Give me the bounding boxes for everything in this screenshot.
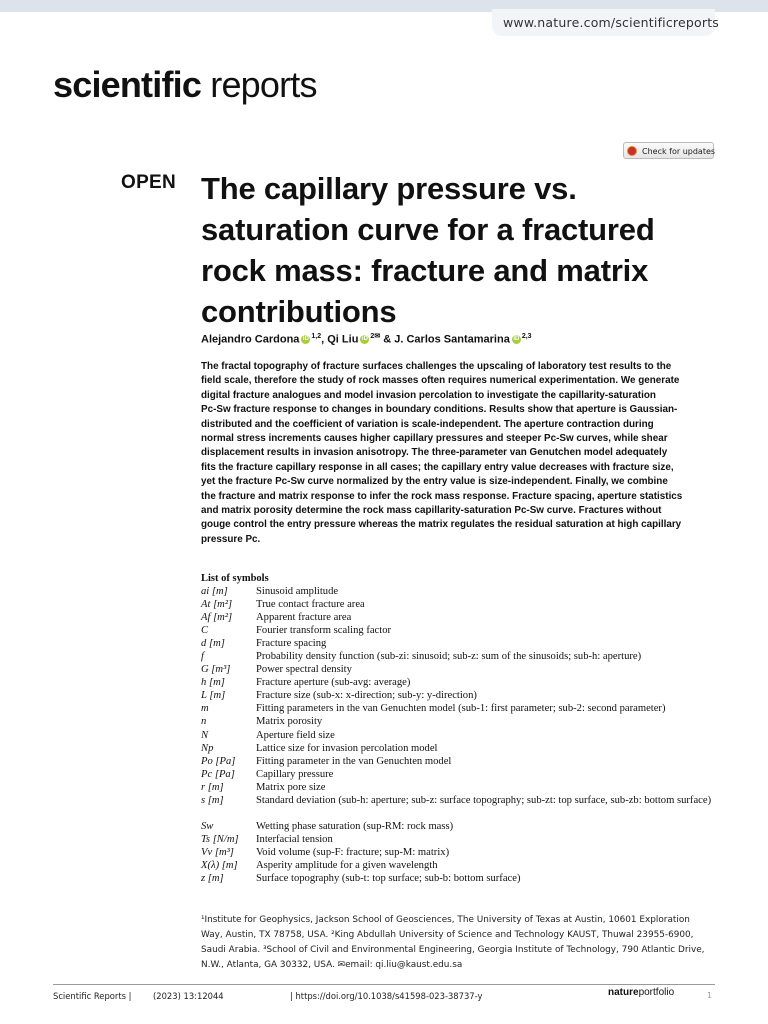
email-icon[interactable]: ✉ [374,333,381,340]
symbol-description: Matrix pore size [256,781,326,793]
symbol-description: Capillary pressure [256,768,334,780]
symbol-description: Fourier transform scaling factor [256,625,392,637]
nature-portfolio-logo [608,987,674,998]
author-affil-sup: 1,2 [311,333,322,340]
symbol: d [m] [201,638,225,650]
page-number: 1 [707,991,713,1000]
symbol-description: True contact fracture area [256,599,365,611]
symbol-description: Fitting parameter in the van Genuchten model [256,755,452,767]
symbols-list [201,585,721,885]
symbol: n [201,716,207,728]
symbol-description: Void volume (sup-F: fracture; sup-M: matrix) [256,846,450,858]
symbol-row [201,781,721,794]
author-name[interactable]: Alejandro Cardona [201,333,300,346]
symbol-description: Interfacial tension [256,833,333,845]
affiliation-line: ¹Institute for Geophysics, Jackson School of Geosciences, The University of Texas at Austin, 10601 Exploration [201,915,690,925]
symbol: r [m] [201,781,224,793]
symbol: z [m] [201,873,224,885]
affiliation-line: Saudi Arabia. ³School of Civil and Environmental Engineering, Georgia Institute of Technology, 790 Atlantic Drive, [201,945,705,955]
symbol: Vv [m³] [201,846,234,858]
abstract-line: gouge control the entry pressure whereas the matrix regulates the residual saturation at high capillary [201,519,682,531]
abstract-line: fits the fracture capillary response in all cases; the capillary entry value decreases with fracture size, [201,461,674,473]
abstract-line: The fractal topography of fracture surfaces challenges the upscaling of laboratory test results to the [201,361,672,372]
symbol: Po [Pa] [201,755,236,767]
symbol-description: Matrix porosity [256,716,323,728]
symbol-description: Wetting phase saturation (sup-RM: rock mass) [256,820,454,832]
orcid-icon[interactable]: iD [513,336,520,343]
symbol: G [m³] [201,664,231,676]
footer-doi[interactable]: | https://doi.org/10.1038/s41598-023-38737-y [290,991,483,1001]
publisher-light: portfolio [638,987,675,998]
symbol-description: Aperture field size [256,729,335,741]
symbol-description: Apparent fracture area [256,612,352,624]
symbol-row [201,820,721,833]
symbol-row [201,650,721,663]
symbol: Sw [201,820,214,832]
check-updates-label: Check for updates [642,147,716,156]
crossmark-icon [627,146,637,156]
symbol-row [201,794,721,820]
symbol-description: Sinusoid amplitude [256,586,339,597]
symbol-row [201,663,721,676]
abstract-line: distributed and the coefficient of variation is scale-independent. The aperture contraction during [201,418,654,430]
symbol-description: Fracture spacing [256,638,327,650]
title-line: contributions [201,294,397,329]
symbol: h [m] [201,677,225,689]
logo-light: reports [210,64,317,105]
logo-bold: scientific [53,64,202,105]
symbol-description: Fracture aperture (sub-avg: average) [256,677,411,689]
abstract-line: yet the fracture Pc-Sw curve normalized by the entry value is size-independent. Finally, we combine [201,476,668,488]
symbol-row [201,624,721,637]
symbol-row [201,598,721,611]
abstract-line: the fracture and matrix response to infer the rock mass response. Fracture spacing, aperture statistics [201,490,683,502]
symbol-row [201,729,721,742]
symbol-description: Surface topography (sub-t: top surface; sub-b: bottom surface) [256,873,521,885]
journal-logo [53,64,317,106]
symbol-description: Lattice size for invasion percolation model [256,742,438,754]
symbol-description: Fitting parameters in the van Genuchten model (sub-1: first parameter; sub-2: second parameter) [256,703,666,715]
symbol-description: Probability density function (sub-zi: sinusoid; sub-z: sum of the sinusoids; sub-h: aperture) [256,651,642,663]
symbol: C [201,625,209,637]
title-line: saturation curve for a fractured [201,212,655,247]
abstract-line: field scale, therefore the study of rock masses often requires numerical experimentation. We generate [201,375,680,387]
open-access-label: OPEN [121,172,177,193]
article-title [201,168,721,332]
symbol: Af [m²] [201,612,233,624]
author-list [201,332,532,346]
symbol: X(λ) [m] [201,859,238,871]
title-line: rock mass: fracture and matrix [201,253,649,288]
symbol: f [201,651,204,663]
title-line: The capillary pressure vs. [201,171,577,206]
abstract-line: digital fracture analogues and model invasion percolation to investigate the capillarity-saturation [201,389,656,401]
symbol-row [201,715,721,728]
journal-url[interactable]: www.nature.com/scientificreports [503,15,720,30]
check-for-updates-button[interactable] [623,142,714,159]
abstract [201,360,716,547]
abstract-line: pressure Pc. [201,533,261,545]
footer-citation: (2023) 13:12044 [153,991,224,1001]
symbol: At [m²] [201,599,233,611]
symbol-row [201,768,721,781]
symbol-row [201,585,721,598]
symbol-row [201,689,721,702]
affiliation-line: Way, Austin, TX 78758, USA. ²King Abdullah University of Science and Technology KAUST, Thuwal 23955-6900, [201,930,694,940]
publisher-bold: nature [608,987,639,998]
symbol-description: Power spectral density [256,664,352,676]
abstract-line: and matrix porosity determine the rock mass capillarity-saturation Pc-Sw curve. Fractures without [201,505,662,517]
symbol: m [201,703,209,715]
abstract-line: displacement results in invasion anisotropy. The three-parameter van Genutchen model adequately [201,447,668,459]
symbol: Ts [N/m] [201,833,239,845]
symbol: Np [201,742,214,754]
author-affil-sup: 2 [370,333,375,340]
symbol-row [201,872,721,885]
author-affil-sup: 2,3 [521,333,532,340]
symbol: Pc [Pa] [201,768,235,780]
symbol-row [201,742,721,755]
footer-journal: Scientific Reports | [53,991,132,1001]
orcid-icon[interactable]: iD [302,336,309,343]
symbols-heading: List of symbols [201,573,269,584]
symbol-description: Asperity amplitude for a given wavelength [256,859,438,871]
symbol-row [201,755,721,768]
symbol-description: Standard deviation (sub-h: aperture; sub-z: surface topography; sub-zt: top surface, sub-zb: bottom surface) [256,794,712,806]
symbol: s [m] [201,794,224,806]
symbol: ai [m] [201,586,228,597]
author-name[interactable]: , Qi Liu [321,333,359,346]
symbol-row [201,859,721,872]
symbol: L [m] [201,690,226,702]
symbol-row [201,833,721,846]
symbol-row [201,676,721,689]
abstract-line: normal stress increments causes higher capillary pressures and steeper Pc-Sw curves, while shear [201,433,668,445]
author-name[interactable]: & J. Carlos Santamarina [380,333,510,346]
symbol-row [201,611,721,624]
affiliation-line[interactable]: N.W., Atlanta, GA 30332, USA. ✉email: qi.liu@kaust.edu.sa [201,960,463,970]
abstract-line: Pc-Sw fracture response to changes in boundary conditions. Results show that aperture is Gaussian- [201,404,678,416]
symbol-row [201,846,721,859]
symbol-description: Fracture size (sub-x: x-direction; sub-y: y-direction) [256,690,477,702]
orcid-icon[interactable]: iD [361,336,368,343]
affiliations [201,913,716,973]
symbol: N [201,729,209,741]
footer-divider [53,984,715,985]
symbol-row [201,637,721,650]
symbol-row [201,702,721,715]
